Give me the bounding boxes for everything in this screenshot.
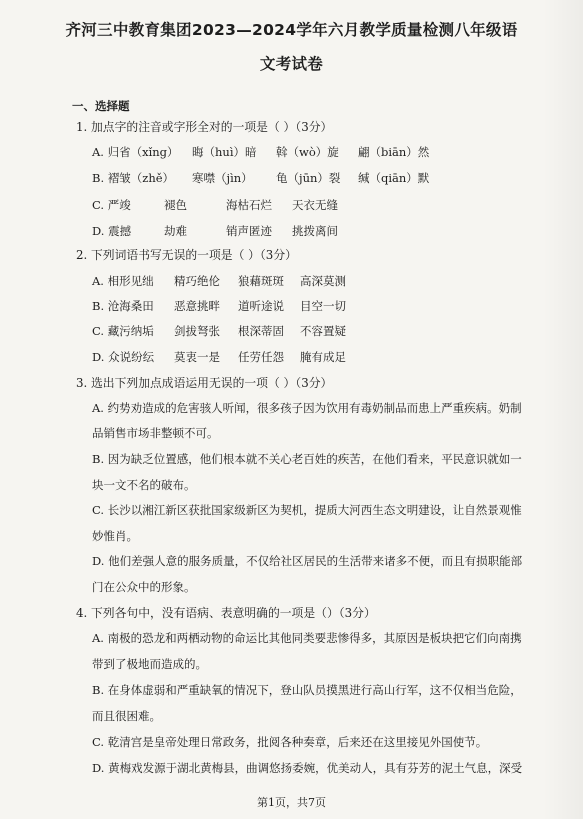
q4-line: A. 南极的恐龙和两栖动物的命运比其他同类要悲惨得多，其原因是板块把它们向南携 (92, 631, 522, 645)
q2-c-3: 根深蒂固 (238, 324, 284, 338)
q4-line: 而且很困难。 (92, 709, 161, 723)
q2-b-3: 道听途说 (238, 299, 284, 313)
q1-a-4: 翩（biān）然 (358, 145, 430, 159)
q1-c-3: 海枯石烂 (226, 198, 272, 212)
q2-option-b (92, 298, 346, 314)
q1-stem: 1. 加点字的注音或字形全对的一项是（ ）（3分） (76, 120, 333, 134)
exam-title-line1: 齐河三中教育集团2023—2024学年六月教学质量检测八年级语 (65, 21, 518, 39)
q1-b-2: 寒噤（jìn） (192, 171, 253, 185)
q2-a-3: 狼藉斑斑 (238, 274, 284, 288)
q2-c-1: C. 藏污纳垢 (92, 324, 154, 338)
q1-a-3: 斡（wò）旋 (276, 145, 339, 159)
q2-a-4: 高深莫测 (300, 274, 346, 288)
q2-b-1: B. 沧海桑田 (92, 299, 154, 313)
q1-c-1: C. 严竣 (92, 198, 131, 212)
q3-line: B. 因为缺乏位置感，他们根本就不关心老百姓的疾苦，在他们看来，平民意识就如一 (92, 452, 522, 466)
q3-line: 门在公众中的形象。 (92, 580, 196, 594)
q2-a-2: 精巧绝伦 (174, 274, 220, 288)
page-footer: 第1页，共7页 (257, 796, 326, 809)
q3-line: 品销售市场非整顿不可。 (92, 426, 219, 440)
q4-line: 带到了极地而造成的。 (92, 657, 207, 671)
q1-a-1: A. 归省（xǐng） (92, 145, 179, 159)
q1-d-2: 劫难 (164, 224, 187, 238)
q3-line: D. 他们差强人意的服务质量，不仅给社区居民的生活带来诸多不便，而且有损职能部 (92, 554, 523, 568)
q3-line: C. 长沙以湘江新区获批国家级新区为契机，提质大河西生态文明建设，让自然景观惟 (92, 503, 522, 517)
q4-stem: 4. 下列各句中，没有语病、表意明确的一项是（）（3分） (76, 606, 376, 620)
q1-d-3: 销声匿迹 (226, 224, 272, 238)
q3-line: A. 约势劝造成的危害骇人听闻，很多孩子因为饮用有毒奶制品而患上严重疾病。奶制 (92, 401, 522, 415)
scan-shadow (543, 0, 583, 819)
q2-c-2: 剑拔弩张 (174, 324, 220, 338)
q4-line: C. 乾清宫是皇帝处理日常政务，批阅各种奏章，后来还在这里接见外国使节。 (92, 735, 488, 749)
q1-option-c (92, 197, 338, 213)
q3-line: 块一文不名的破布。 (92, 478, 196, 492)
q3-line: 妙惟肖。 (92, 529, 138, 543)
q1-d-1: D. 震撼 (92, 224, 132, 238)
q1-option-d (92, 223, 338, 239)
q2-option-c (92, 323, 346, 339)
q4-line: D. 黄梅戏发源于湖北黄梅县，曲调悠扬委婉，优美动人，具有芬芳的泥土气息，深受 (92, 761, 523, 775)
q2-option-d (92, 349, 346, 365)
exam-title-line2: 文考试卷 (259, 55, 324, 73)
section-heading: 一、选择题 (72, 99, 130, 113)
q1-b-3: 龟（jūn）裂 (276, 171, 341, 185)
q1-b-4: 缄（qiān）默 (358, 171, 430, 185)
q2-d-2: 莫衷一是 (174, 350, 220, 364)
q1-c-2: 褪色 (164, 198, 187, 212)
q2-stem: 2. 下列词语书写无误的一项是（ ）（3分） (76, 248, 297, 262)
q2-a-1: A. 相形见绌 (92, 274, 154, 288)
q2-option-a (92, 273, 346, 289)
q2-d-4: 腌有成足 (300, 350, 346, 364)
q3-stem: 3. 选出下列加点成语运用无误的一项（ ）（3分） (76, 376, 333, 390)
q1-option-a (92, 144, 429, 160)
q2-c-4: 不容置疑 (300, 324, 346, 338)
q1-c-4: 天衣无缝 (292, 198, 338, 212)
q1-option-b (92, 170, 429, 186)
q1-b-1: B. 褶皱（zhě） (92, 171, 175, 185)
q2-d-1: D. 众说纷纭 (92, 350, 155, 364)
q1-d-4: 挑拨离间 (292, 224, 338, 238)
q2-d-3: 任劳任怨 (238, 350, 284, 364)
q2-b-4: 目空一切 (300, 299, 346, 313)
q4-line: B. 在身体虚弱和严重缺氧的情况下，登山队员摸黑进行高山行军，这不仅相当危险， (92, 683, 522, 697)
q1-a-2: 晦（huì）暗 (192, 145, 257, 159)
q2-b-2: 恶意挑畔 (174, 299, 220, 313)
